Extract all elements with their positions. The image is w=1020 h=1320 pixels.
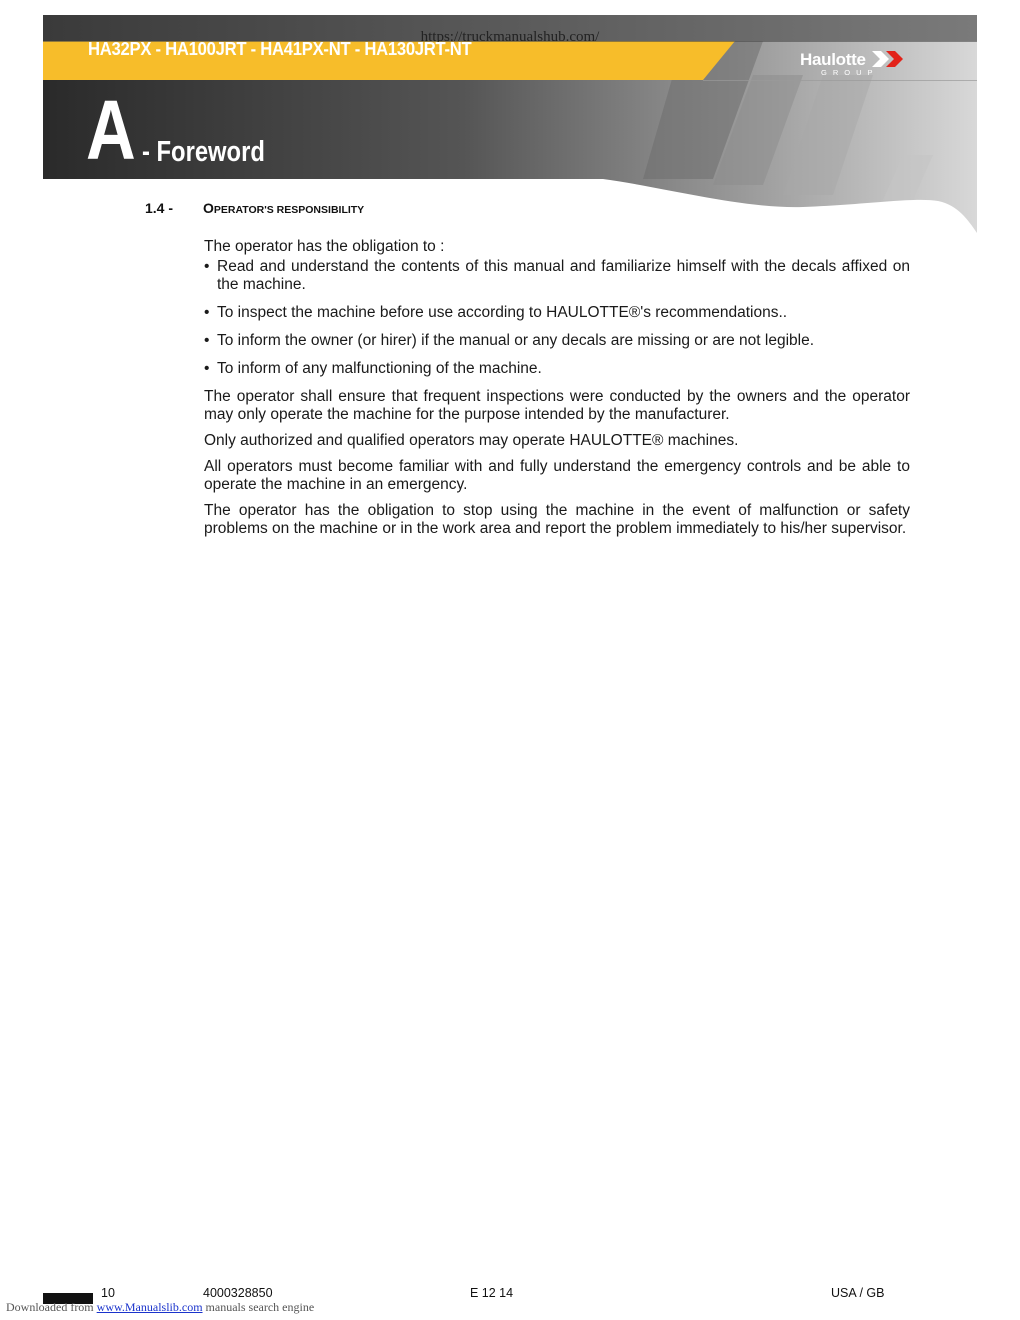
list-item: • To inform the owner (or hirer) if the manual or any decals are missing or are not legible.	[204, 332, 910, 350]
paragraph: All operators must become familiar with and fully understand the emergency controls and be able to operate the machine in an emergency.	[204, 458, 910, 493]
subsection-title-rest: PERATOR'S RESPONSIBILITY	[213, 204, 365, 216]
downloaded-suffix: manuals search engine	[205, 1300, 315, 1314]
downloaded-prefix: Downloaded from	[6, 1300, 94, 1314]
subsection-title-initial: O	[203, 200, 214, 216]
logo-group: GROUP	[821, 68, 879, 77]
intro-text: The operator has the obligation to :	[204, 238, 445, 255]
body-content	[204, 238, 910, 546]
logo-word: Haulotte	[800, 50, 866, 69]
paragraph: The operator shall ensure that frequent inspections were conducted by the owners and the operator may only operate the machine for the purpose intended by the manufacturer.	[204, 388, 910, 423]
paragraph: The operator has the obligation to stop using the machine in the event of malfunction or safety problems on the machine or in the work area and report the problem immediately to his/her supervisor.	[204, 502, 910, 537]
list-item: • To inform of any malfunctioning of the machine.	[204, 360, 910, 378]
doc-number: 4000328850	[203, 1286, 273, 1300]
downloaded-note	[6, 1300, 314, 1315]
paragraph: Only authorized and qualified operators may operate HAULOTTE® machines.	[204, 432, 739, 449]
watermark-url: https://truckmanualshub.com/	[420, 29, 600, 45]
manualslib-link[interactable]: www.Manualslib.com	[96, 1300, 203, 1314]
obligation-list	[204, 258, 910, 378]
section-letter: A	[86, 83, 136, 177]
list-item: • Read and understand the contents of this manual and familiarize himself with the decals affixed on the machine.	[204, 258, 910, 294]
revision: E 12 14	[470, 1286, 514, 1300]
haulotte-logo	[800, 50, 910, 80]
subsection-heading	[145, 200, 364, 216]
page-number: 10	[101, 1286, 115, 1300]
model-title: HA32PX - HA100JRT - HA41PX-NT - HA130JRT-NT	[88, 38, 472, 59]
section-title: - Foreword	[142, 136, 265, 168]
subsection-number: 1.4 -	[145, 200, 174, 216]
list-item: • To inspect the machine before use according to HAULOTTE®'s recommendations..	[204, 304, 910, 322]
region: USA / GB	[831, 1286, 885, 1300]
